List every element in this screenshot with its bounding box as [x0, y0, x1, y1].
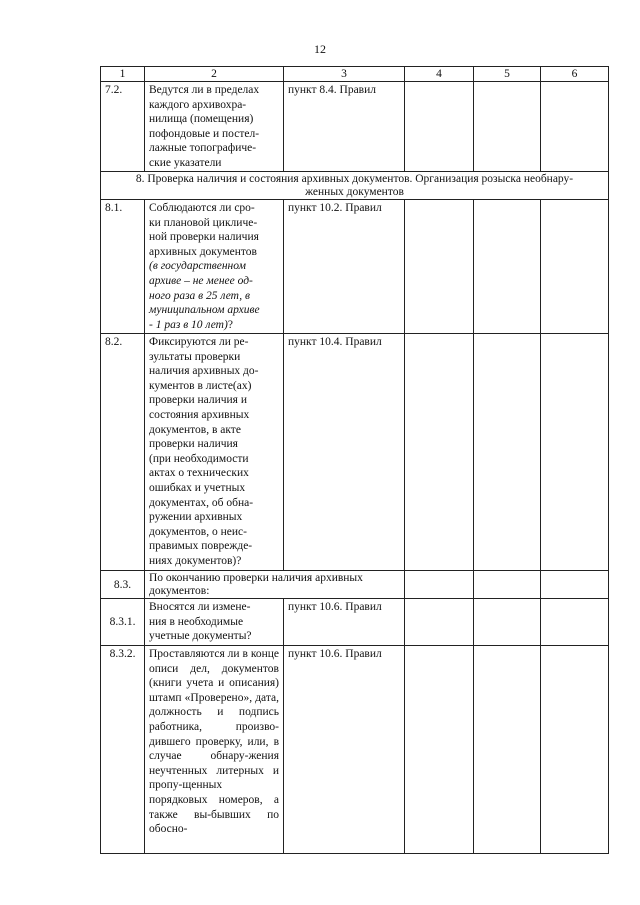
answer-cell-5 — [474, 334, 541, 571]
header-col-3: 3 — [284, 67, 405, 82]
answer-cell-6 — [541, 200, 609, 334]
header-col-2: 2 — [145, 67, 284, 82]
answer-cell-5 — [474, 646, 541, 854]
row-number: 8.1. — [101, 200, 145, 334]
header-col-6: 6 — [541, 67, 609, 82]
answer-cell-4 — [405, 334, 474, 571]
answer-cell-4 — [405, 200, 474, 334]
answer-cell-6 — [541, 82, 609, 172]
row-7-2 — [101, 82, 609, 172]
row-number: 7.2. — [101, 82, 145, 172]
answer-cell-4 — [405, 599, 474, 646]
page-number: 12 — [314, 42, 326, 56]
row-8-1 — [101, 200, 609, 334]
rule-reference: пункт 8.4. Правил — [284, 82, 405, 172]
row-number: 8.3.2. — [101, 646, 145, 854]
row-8-3 — [101, 571, 609, 599]
answer-cell-6 — [541, 646, 609, 854]
rule-reference: пункт 10.6. Правил — [284, 599, 405, 646]
question-text: Проставляются ли в конце описи дел, документов (книги учета и описания) штамп «Проверено», дата, должность и подпись работника, произво-дившего проверку, или, в случае обнару-жения неучтенных литерных и пропу-щенных порядковых номеров, а также вы-бывших по обосно- — [145, 646, 284, 854]
header-row — [101, 67, 609, 82]
rule-reference: пункт 10.2. Правил — [284, 200, 405, 334]
answer-cell-5 — [474, 599, 541, 646]
question-note-italic: (в государственном архиве – не менее од- ного раза в 25 лет, в муниципальном архиве - 1 раз в 10 лет) — [149, 260, 260, 331]
answer-cell-5 — [474, 82, 541, 172]
question-main: Соблюдаются ли сро- ки плановой цикличе- ной проверки наличия архивных документов — [149, 202, 259, 258]
header-col-4: 4 — [405, 67, 474, 82]
row-number: 8.3. — [101, 571, 145, 599]
checklist-table — [100, 66, 609, 854]
answer-cell-4 — [405, 82, 474, 172]
question-text — [145, 200, 284, 334]
answer-cell-6 — [541, 571, 609, 599]
row-number: 8.2. — [101, 334, 145, 571]
question-text: Вносятся ли измене- ния в необходимые учетные документы? — [145, 599, 284, 646]
row-number: 8.3.1. — [101, 599, 145, 646]
subsection-title: По окончанию проверки наличия архивных документов: — [145, 571, 405, 599]
header-col-5: 5 — [474, 67, 541, 82]
answer-cell-6 — [541, 334, 609, 571]
answer-cell-4 — [405, 571, 474, 599]
question-text: Ведутся ли в пределах каждого архивохра- нилища (помещения) пофондовые и постел- лажные топографиче- ские указатели — [145, 82, 284, 172]
question-text: Фиксируются ли ре- зультаты проверки наличия архивных до- кументов в листе(ах) проверки наличия и состояния архивных документов, в акте проверки наличия (при необходимости актах о технических ошибках и учетных документах, об обна- ружении архивных документов, о неис- правимых поврежде- ниях документов)? — [145, 334, 284, 571]
answer-cell-6 — [541, 599, 609, 646]
section-8-row — [101, 172, 609, 200]
question-end: ? — [227, 318, 233, 331]
row-8-2 — [101, 334, 609, 571]
row-8-3-1 — [101, 599, 609, 646]
rule-reference: пункт 10.6. Правил — [284, 646, 405, 854]
rule-reference: пункт 10.4. Правил — [284, 334, 405, 571]
row-8-3-2 — [101, 646, 609, 854]
answer-cell-5 — [474, 200, 541, 334]
answer-cell-5 — [474, 571, 541, 599]
answer-cell-4 — [405, 646, 474, 854]
header-col-1: 1 — [101, 67, 145, 82]
section-title: 8. Проверка наличия и состояния архивных документов. Организация розыска необнару- женных документов — [101, 172, 609, 200]
